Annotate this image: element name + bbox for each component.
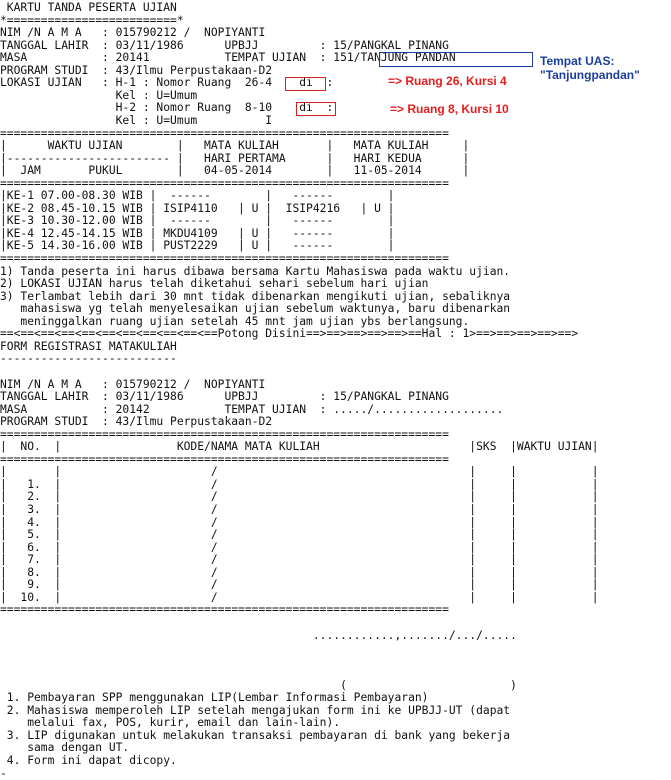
document-line: 2. Mahasiswa memperoleh LIP setelah mengajukan form ini ke UPBJJ-UT (dapat bbox=[0, 703, 511, 717]
document-line: | 7. | / | | | bbox=[0, 553, 599, 567]
document-line: ================================================================== bbox=[0, 603, 449, 617]
exam-location-note-label: Tempat UAS: bbox=[540, 54, 615, 68]
document-line: | JAM PUKUL | 04-05-2014 | 11-05-2014 | bbox=[0, 164, 470, 178]
document-line: |KE-5 14.30-16.00 WIB | PUST2229 | U | ------ | bbox=[0, 239, 395, 253]
document-line: | 10. | / | | | bbox=[0, 590, 599, 604]
document-line: | 5. | / | | | bbox=[0, 528, 599, 542]
document-line: ================================================================== bbox=[0, 427, 449, 441]
document-line: MASA : 20141 TEMPAT UJIAN : 151/TANJUNG PANDAN bbox=[0, 51, 456, 65]
document-line: ================================================================== bbox=[0, 452, 449, 466]
document-line: TANGGAL LAHIR : 03/11/1986 UPBJJ : 15/PANGKAL PINANG bbox=[0, 390, 449, 404]
document-line: TANGGAL LAHIR : 03/11/1986 UPBJJ : 15/PANGKAL PINANG bbox=[0, 38, 449, 52]
document-line bbox=[0, 616, 671, 629]
document-line: | 3. | / | | | bbox=[0, 503, 599, 516]
document-line: NIM /N A M A : 015790212 / NOPIYANTI bbox=[0, 377, 266, 391]
document-line: - bbox=[0, 766, 7, 780]
document-line: | WAKTU UJIAN | MATA KULIAH | MATA KULIAH | bbox=[0, 139, 470, 153]
document-line: NIM /N A M A : 015790212 / NOPIYANTI bbox=[0, 26, 266, 40]
document-line: ================================================================== bbox=[0, 126, 449, 140]
document-line: mahasiswa yg telah menyelesaikan ujian sebelum waktunya, baru dibenarkan bbox=[0, 302, 511, 316]
document-line: Kel : U=Umum bbox=[0, 88, 198, 102]
document-line: -------------------------- bbox=[0, 352, 177, 366]
exam-location-highlight-box bbox=[379, 52, 533, 67]
document-line: | 2. | / | | | bbox=[0, 490, 599, 504]
document-line: | 8. | / | | | bbox=[0, 565, 599, 579]
document-line: | 1. | / | | | bbox=[0, 477, 599, 491]
document-line: ==<==<==<==<==<==<==<==<==<==<==Potong Disini==>==>==>==>==>==Hal : 1>==>==>==>==>==> bbox=[0, 327, 579, 341]
document-line: |------------------------ | HARI PERTAMA | HARI KEDUA | bbox=[0, 151, 470, 165]
document-line: 1. Pembayaran SPP menggunakan LIP(Lembar Informasi Pembayaran) bbox=[0, 691, 429, 705]
document-line: | 4. | / | | | bbox=[0, 515, 599, 529]
document-line: ================================================================== bbox=[0, 252, 449, 265]
document-line: |KE-1 07.00-08.30 WIB | ------ | ------ | bbox=[0, 189, 395, 203]
document-line: Kel : U=Umum I bbox=[0, 113, 273, 127]
document-line: | NO. | KODE/NAMA MATA KULIAH |SKS |WAKTU UJIAN| bbox=[0, 440, 599, 454]
document-line: sama dengan UT. bbox=[0, 741, 130, 755]
document-line: LOKASI UJIAN : H-1 : Nomor Ruang 26-4 di : bbox=[0, 76, 334, 90]
room-h1-note: => Ruang 26, Kursi 4 bbox=[388, 74, 507, 88]
document-line: |KE-3 10.30-12.00 WIB | ------ | ------ | bbox=[0, 214, 395, 228]
document-line bbox=[0, 641, 671, 654]
document-line: MASA : 20142 TEMPAT UJIAN : ...../................... bbox=[0, 402, 504, 416]
document-line: PROGRAM STUDI : 43/Ilmu Perpustakaan-D2 bbox=[0, 63, 273, 77]
exam-location-note-value: "Tanjungpandan" bbox=[540, 68, 640, 82]
document-line: *=========================* bbox=[0, 13, 184, 27]
document-line: PROGRAM STUDI : 43/Ilmu Perpustakaan-D2 bbox=[0, 415, 273, 429]
document-line: ............,......./.../..... bbox=[0, 628, 517, 642]
document-line: |KE-4 12.45-14.15 WIB | MKDU4109 | U | ------ | bbox=[0, 226, 395, 240]
room-h2-highlight-box bbox=[296, 102, 336, 116]
document-line: 1) Tanda peserta ini harus dibawa bersama Kartu Mahasiswa pada waktu ujian. bbox=[0, 264, 511, 278]
document-line: | | / | | | bbox=[0, 465, 599, 479]
document-line: melalui fax, POS, kurir, email dan lain-lain). bbox=[0, 716, 341, 730]
document-line: 4. Form ini dapat dicopy. bbox=[0, 754, 177, 767]
document-line bbox=[0, 654, 671, 667]
document-line: meninggalkan ruang ujian setelah 45 mnt jam ujian ybs berlangsung. bbox=[0, 314, 470, 328]
document-line: 3. LIP digunakan untuk melakukan transaksi pembayaran di bank yang bekerja bbox=[0, 728, 511, 742]
document-line: 2) LOKASI UJIAN harus telah diketahui sehari sebelum hari ujian bbox=[0, 277, 429, 291]
document-line bbox=[0, 666, 671, 679]
document-line: FORM REGISTRASI MATAKULIAH bbox=[0, 339, 177, 353]
room-h2-note: => Ruang 8, Kursi 10 bbox=[390, 102, 509, 116]
document-line bbox=[0, 365, 671, 378]
document-line: ( ) bbox=[0, 678, 517, 692]
document-line: 3) Terlambat lebih dari 30 mnt tidak dibenarkan mengikuti ujian, sebaliknya bbox=[0, 289, 511, 303]
document-line: | 6. | / | | | bbox=[0, 540, 599, 554]
document-line: H-2 : Nomor Ruang 8-10 di : bbox=[0, 101, 334, 115]
document-line: |KE-2 08.45-10.15 WIB | ISIP4110 | U | ISIP4216 | U | bbox=[0, 201, 395, 215]
document-line: ================================================================== bbox=[0, 176, 449, 190]
room-h1-highlight-box bbox=[285, 77, 326, 91]
document-line: | 9. | / | | | bbox=[0, 578, 599, 592]
document-line: KARTU TANDA PESERTA UJIAN bbox=[0, 1, 177, 14]
